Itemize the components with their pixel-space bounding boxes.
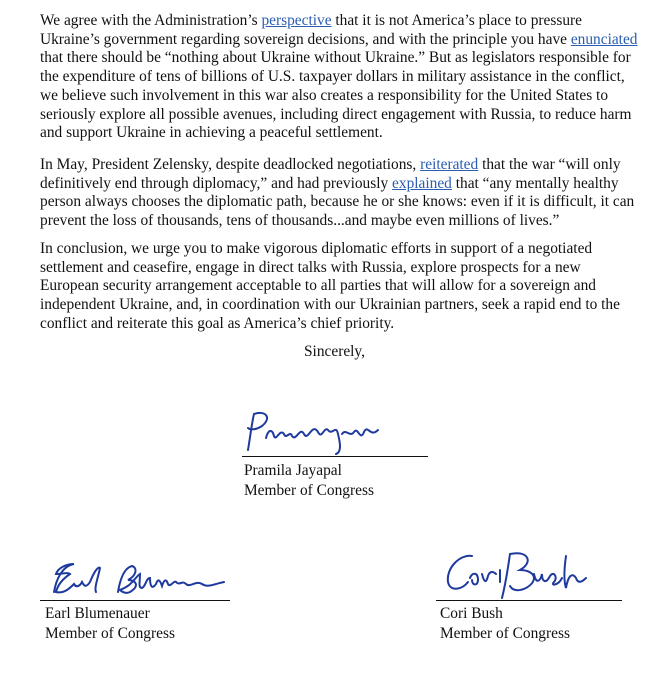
text-segment: that there should be “nothing about Ukraine without Ukraine.” But as legislators responsible for [40,49,631,67]
text-line [40,31,638,50]
text-segment: that the war “will only [478,156,621,173]
text-segment: seriously explore all possible avenues, including direct engagement with Russia, to reduce harm [40,105,632,123]
hyperlink-enunciated[interactable]: enunciated [570,30,638,48]
text-line [40,156,638,175]
text-segment: the expenditure of tens of billions of U.S. taxpayer dollars in military assistance in the conflict, [40,68,625,86]
signature-blumenauer [40,558,230,602]
text-segment: person always chooses the diplomatic path, because he or she knows: even if it is difficult, it can [40,193,635,211]
text-segment: In May, President Zelensky, despite deadlocked negotiations, [40,156,421,173]
text-line [40,12,638,31]
signature-line-blumenauer [40,600,230,601]
signer-jayapal [244,461,374,501]
hyperlink-reiterated[interactable]: reiterated [420,156,479,173]
paragraph-conclusion [40,240,638,334]
signer-name: Earl Blumenauer [45,605,150,622]
text-segment: and support Ukraine in achieving a peaceful settlement. [40,124,383,142]
text-segment: that it is not America’s place to pressure [331,12,582,29]
signer-name: Cori Bush [440,605,503,622]
signer-name: Pramila Jayapal [244,462,342,479]
text-line [40,175,638,194]
text-segment: definitively end through diplomacy,” and had previously [40,174,393,192]
paragraph-zelensky [40,156,638,231]
text-line [40,68,638,87]
text-line [40,259,638,278]
text-segment: In conclusion, we urge you to make vigorous diplomatic efforts in support of a negotiated [40,240,593,257]
signer-title: Member of Congress [45,625,175,642]
hyperlink-perspective[interactable]: perspective [261,12,332,29]
signer-blumenauer [45,604,175,644]
text-segment: We agree with the Administration’s [40,12,262,29]
hyperlink-explained[interactable]: explained [392,174,452,192]
text-line [40,296,638,315]
text-line [40,49,638,68]
text-segment: Ukraine’s government regarding sovereign decisions, and with the principle you have [40,30,571,48]
text-segment: European security arrangement acceptable to all parties that will allow for a sovereign and [40,277,596,295]
signature-line-jayapal [242,456,428,457]
paragraph-perspective [40,12,638,143]
text-line [40,124,638,143]
text-line [40,277,638,296]
signer-title: Member of Congress [244,482,374,499]
text-segment: settlement and ceasefire, engage in direct talks with Russia, explore prospects for a new [40,258,581,276]
text-line [40,87,638,106]
text-segment: conflict and reiterate this goal as America’s chief priority. [40,314,395,332]
text-line [40,315,638,334]
text-segment: that “any mentally healthy [451,174,619,192]
signature-line-bush [436,600,622,601]
text-line [40,212,638,231]
text-line [40,106,638,125]
text-line [40,240,638,259]
closing-salutation: Sincerely, [304,343,365,360]
signature-jayapal [238,408,388,458]
text-segment: we believe such involvement in this war also creates a responsibility for the United States to [40,86,609,104]
signer-bush [440,604,570,644]
signature-bush [436,548,596,604]
text-segment: independent Ukraine, and, in coordination with our Ukrainian partners, seek a rapid end to the [40,296,620,314]
signer-title: Member of Congress [440,625,570,642]
text-line [40,193,638,212]
text-segment: prevent the loss of thousands, tens of thousands...and maybe even millions of lives.” [40,212,560,230]
